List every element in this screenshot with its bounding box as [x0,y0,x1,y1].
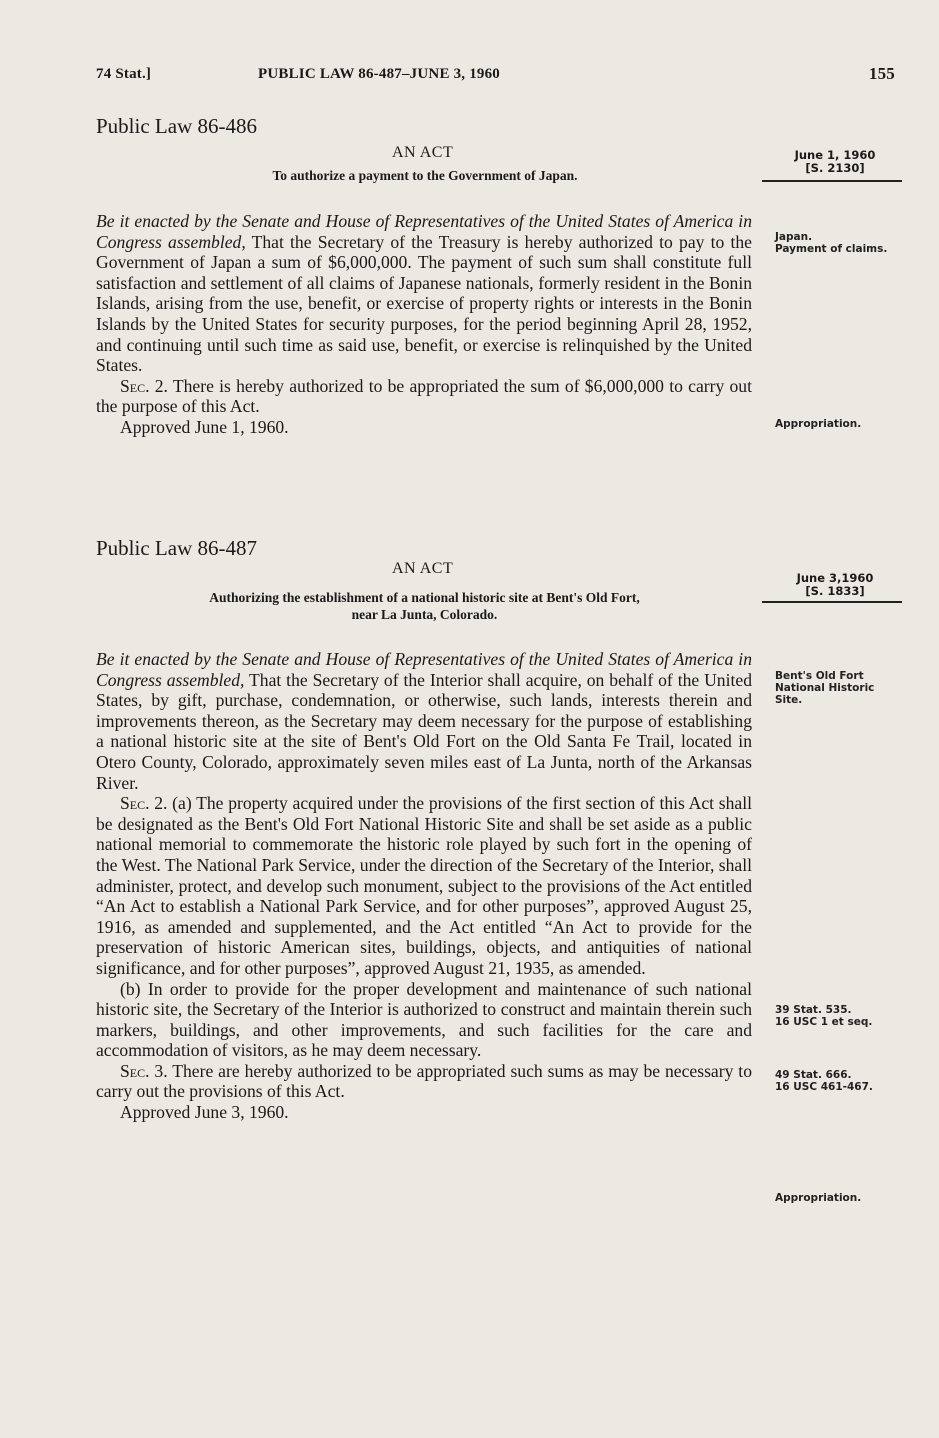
law1-note-japan: Japan. [775,231,813,243]
law1-date-note [770,149,900,175]
law1-sec2-text: There is hereby authorized to be appropriated the sum of $6,000,000 to carry out the purpose of this Act. [96,375,752,417]
law1-enacting-italic: Be it enacted by the Senate and House of Representatives of the United States of America in Congress assembled, [96,211,752,252]
law2-sec2-label: Sec. 2. [120,793,168,814]
law1-approved: Approved June 1, 1960. [120,416,289,437]
law2-sec3-label: Sec. 3. [120,1060,168,1081]
law2-approved: Approved June 3, 1960. [120,1102,289,1123]
law2-rule [762,601,902,603]
law2-note-site: Bent's Old Fort National Historic Site. [775,670,875,706]
law1-sec2-label: Sec. 2. [120,375,168,396]
law1-enacting-clause [96,211,752,376]
law1-section1-text: That the Secretary of the Treasury is hereby authorized to pay to the Government of Japan a sum of $6,000,000. The payment of such sum shall constitute full satisfaction and settlement of all claims of Japanese nationals, formerly resident in the Bonin Islands, arising from the use, benefit, or exercise of property rights or interests in the Bonin Islands by the United States for security purposes, for the period beginning April 28, 1952, and continuing until such time as said use, benefit, or exercise is relinquished by the United States. [96,231,752,376]
volume-reference: 74 Stat.] [96,66,152,82]
law1-body [96,211,752,438]
law2-section3 [96,1061,752,1102]
law2-purpose [92,589,757,623]
law2-purpose-line2: near La Junta, Colorado. [351,607,498,622]
law2-note-appropriation: Appropriation. [775,1192,862,1204]
law2-purpose-line1: Authorizing the establishment of a national historic site at Bent's Old Fort, [209,590,640,605]
law2-date-note [770,572,900,598]
law2-cite2-stat: 49 Stat. 666. [775,1069,852,1081]
law2-enacting-italic: Be it enacted by the Senate and House of Representatives of the United States of America in Congress assembled, [96,649,752,690]
law1-section2 [96,376,752,417]
law1-purpose: To authorize a payment to the Government of Japan. [272,168,578,183]
law2-note-cite2 [775,1069,873,1093]
law2-body [96,649,752,1123]
law1-note-appropriation: Appropriation. [775,418,862,430]
law1-date: June 1, 1960 [794,148,876,162]
law2-section1-text: That the Secretary of the Interior shall acquire, on behalf of the United States, by gift, purchase, condemnation, or otherwise, such lands, interests therein and improvements thereon, as the Secretary may deem necessary for the purpose of establishing a national historic site at the site of Bent's Old Fort on the Old Santa Fe Trail, located in Otero County, Colorado, approximately seven miles east of La Junta, north of the Arkansas River. [96,669,752,793]
law2-note-cite1 [775,1004,872,1028]
law1-title: Public Law 86-486 [96,114,257,138]
law2-cite1-stat: 39 Stat. 535. [775,1004,852,1016]
law2-section2b: (b) In order to provide for the proper development and maintenance of such national historic site, the Secretary of the Interior is authorized to construct and maintain therein such markers, buildings, and other improvements, and such facilities for the care and accommodation of visitors, as he may deem necessary. [96,978,752,1061]
running-header-title: PUBLIC LAW 86-487–JUNE 3, 1960 [258,66,500,82]
law2-sec2-text: (a) The property acquired under the provisions of the first section of this Act shall be designated as the Bent's Old Fort National Historic Site and shall be set aside as a public national memorial to commemorate the historic role played by such fort in the opening of the West. The National Park Service, under the direction of the Secretary of the Interior, shall administer, protect, and develop such monument, subject to the provisions of the Act entitled “An Act to establish a National Park Service, and for other purposes”, approved August 25, 1916, as amended and supplemented, and the Act entitled “An Act to provide for the preservation of historic American sites, buildings, objects, and antiquities of national significance, and for other purposes”, approved August 21, 1935, as amended. [96,793,752,978]
law2-cite1-usc: 16 USC 1 et seq. [775,1016,873,1028]
law2-date: June 3,1960 [796,571,874,585]
law1-bill-number: [S. 2130] [805,161,865,175]
law2-act-label: AN ACT [392,560,454,577]
law2-bill-number: [S. 1833] [805,584,865,598]
law1-note-payment: Payment of claims. [775,243,888,255]
law2-sec3-text: There are hereby authorized to be appropriated such sums as may be necessary to carry out the provisions of this Act. [96,1060,752,1102]
law1-rule [762,180,902,182]
law1-act-label: AN ACT [392,144,454,161]
law2-title: Public Law 86-487 [96,536,257,560]
law2-cite2-usc: 16 USC 461-467. [775,1081,873,1093]
law2-enacting-clause [96,649,752,793]
law2-section2a [96,793,752,978]
page-number: 155 [868,64,895,83]
